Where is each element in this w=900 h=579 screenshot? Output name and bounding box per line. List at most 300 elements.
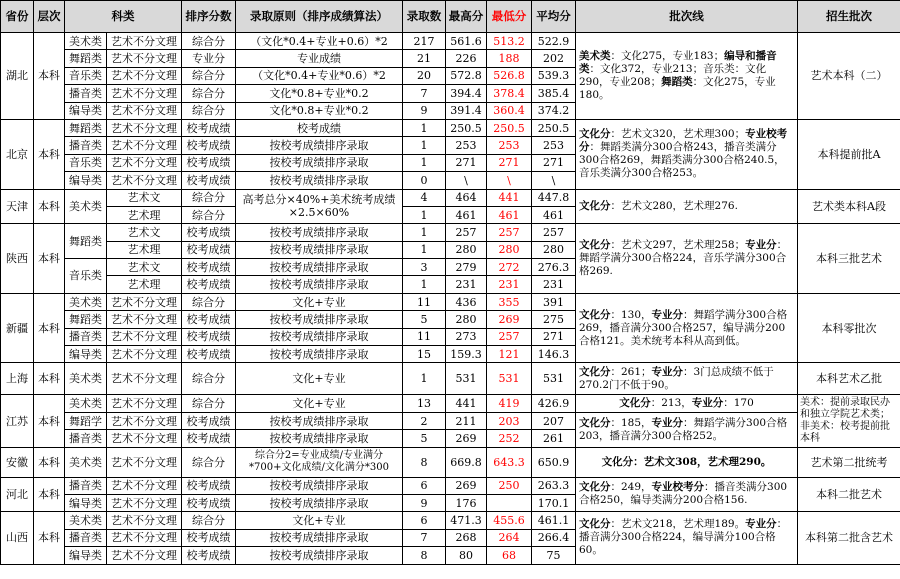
province-cell: 安徽 <box>1 447 34 477</box>
batch-line-text: ：艺术文218，艺术理189。 <box>610 518 746 531</box>
header-level: 层次 <box>34 1 65 33</box>
category-cell: 美术类 <box>65 395 107 412</box>
category-cell: 播音类 <box>65 137 107 154</box>
subject-type-cell: 艺术不分文理 <box>107 85 182 102</box>
sort-score-cell: 综合分 <box>182 206 236 223</box>
category-cell: 舞蹈类 <box>65 119 107 136</box>
max-score-cell: 436 <box>446 293 487 310</box>
rule-cell: 按校考成绩排序录取 <box>236 224 403 241</box>
header-avg: 平均分 <box>532 1 576 33</box>
rule-cell: 按校考成绩排序录取 <box>236 346 403 363</box>
rule-cell: 专业成绩 <box>236 50 403 67</box>
avg-score-cell: 263.3 <box>532 477 576 494</box>
avg-score-cell: 426.9 <box>532 395 576 412</box>
category-cell: 舞蹈类 <box>65 311 107 328</box>
max-score-cell: 273 <box>446 328 487 345</box>
max-score-cell: 257 <box>446 224 487 241</box>
sort-score-cell: 校考成绩 <box>182 311 236 328</box>
sort-score-cell: 校考成绩 <box>182 154 236 171</box>
sort-score-cell: 综合分 <box>182 189 236 206</box>
batch-line-cell <box>576 412 798 447</box>
rule-cell: 按校考成绩排序录取 <box>236 494 403 511</box>
admit-count-cell: 1 <box>403 363 446 395</box>
avg-score-cell: 261 <box>532 430 576 447</box>
header-rule: 录取原则（排序成绩算法） <box>236 1 403 33</box>
admission-batch-cell: 本科二批艺术 <box>798 477 900 512</box>
category-cell: 播音类 <box>65 529 107 546</box>
min-score-cell: 441 <box>487 189 532 206</box>
sort-score-cell: 综合分 <box>182 447 236 477</box>
subject-type-cell: 艺术文 <box>107 259 182 276</box>
max-score-cell: \ <box>446 172 487 189</box>
batch-line-label: 专业分 <box>745 518 777 531</box>
table-row <box>1 412 900 429</box>
min-score-cell: 378.4 <box>487 85 532 102</box>
batch-line-label: 文化分 <box>619 397 651 410</box>
min-score-cell: 253 <box>487 137 532 154</box>
batch-line-cell <box>576 447 798 477</box>
admit-count-cell: 1 <box>403 154 446 171</box>
table-body <box>1 33 900 565</box>
rule-cell: 按校考成绩排序录取 <box>236 430 403 447</box>
header-province: 省份 <box>1 1 34 33</box>
avg-score-cell: 146.3 <box>532 346 576 363</box>
category-cell: 舞蹈学 <box>65 412 107 429</box>
admit-count-cell: 1 <box>403 276 446 293</box>
avg-score-cell: 271 <box>532 154 576 171</box>
admission-batch-cell: 艺术第二批统考 <box>798 447 900 477</box>
category-cell: 编导类 <box>65 346 107 363</box>
min-score-cell: 272 <box>487 259 532 276</box>
avg-score-cell: 276.3 <box>532 259 576 276</box>
batch-line-cell <box>576 477 798 512</box>
max-score-cell: 280 <box>446 241 487 258</box>
province-cell: 山西 <box>1 512 34 564</box>
admission-batch-cell: 美术：提前录取民办和独立学院艺术类；非美术：校考提前批本科 <box>798 395 900 447</box>
admission-batch-cell: 本科艺术乙批 <box>798 363 900 395</box>
rule-cell: （文化*0.4+专业+0.6）*2 <box>236 33 403 50</box>
subject-type-cell: 艺术理 <box>107 206 182 223</box>
subject-type-cell: 艺术不分文理 <box>107 363 182 395</box>
admission-batch-cell: 本科提前批A <box>798 119 900 189</box>
subject-type-cell: 艺术不分文理 <box>107 154 182 171</box>
category-cell: 美术类 <box>65 363 107 395</box>
admit-count-cell: 5 <box>403 430 446 447</box>
batch-line-label: 专业分 <box>745 239 777 252</box>
batch-line-label: 专业校考分 <box>579 128 788 154</box>
category-cell: 编导类 <box>65 102 107 119</box>
min-score-cell: 526.8 <box>487 67 532 84</box>
rule-cell: 按校考成绩排序录取 <box>236 412 403 429</box>
batch-line-label: 文化分 <box>579 416 611 429</box>
sort-score-cell: 综合分 <box>182 67 236 84</box>
batch-line-text: ：185， <box>610 416 652 429</box>
batch-line-label: 专业分 <box>651 365 684 378</box>
min-score-cell: 68 <box>487 547 532 564</box>
table-row <box>1 363 900 395</box>
max-score-cell: 268 <box>446 529 487 546</box>
batch-line-text: ：249， <box>610 481 652 494</box>
rule-cell: 按校考成绩排序录取 <box>236 276 403 293</box>
min-score-cell: 264 <box>487 529 532 546</box>
batch-line-text: ：文化372，专业213；音乐类：文化290，专业208； <box>579 62 767 88</box>
min-score-cell: 531 <box>487 363 532 395</box>
batch-line-label: 专业分 <box>651 416 684 429</box>
max-score-cell: 80 <box>446 547 487 564</box>
admit-count-cell: 1 <box>403 224 446 241</box>
province-cell: 北京 <box>1 119 34 189</box>
max-score-cell: 226 <box>446 50 487 67</box>
subject-type-cell: 艺术不分文理 <box>107 172 182 189</box>
level-cell: 本科 <box>34 395 65 447</box>
sort-score-cell: 综合分 <box>182 293 236 310</box>
avg-score-cell: 447.8 <box>532 189 576 206</box>
admit-count-cell: 9 <box>403 102 446 119</box>
rule-cell: 文化*0.8+专业*0.2 <box>236 102 403 119</box>
table-row <box>1 33 900 50</box>
province-cell: 河北 <box>1 477 34 512</box>
batch-line-text: ：艺术文297，艺术理258； <box>610 239 746 252</box>
level-cell: 本科 <box>34 363 65 395</box>
header-count: 录取数 <box>403 1 446 33</box>
province-cell: 天津 <box>1 189 34 224</box>
max-score-cell: 211 <box>446 412 487 429</box>
subject-type-cell: 艺术不分文理 <box>107 33 182 50</box>
admit-count-cell: 0 <box>403 172 446 189</box>
avg-score-cell: 170.1 <box>532 494 576 511</box>
min-score-cell: 203 <box>487 412 532 429</box>
subject-type-cell: 艺术不分文理 <box>107 512 182 529</box>
header-category: 科类 <box>65 1 182 33</box>
avg-score-cell: 539.3 <box>532 67 576 84</box>
sort-score-cell: 校考成绩 <box>182 119 236 136</box>
level-cell: 本科 <box>34 293 65 363</box>
subject-type-cell: 艺术理 <box>107 241 182 258</box>
subject-type-cell: 艺术不分文理 <box>107 102 182 119</box>
rule-cell: 按校考成绩排序录取 <box>236 259 403 276</box>
subject-type-cell: 艺术不分文理 <box>107 50 182 67</box>
rule-cell: 按校考成绩排序录取 <box>236 137 403 154</box>
batch-line-label: 文化分 <box>579 518 611 531</box>
sort-score-cell: 校考成绩 <box>182 346 236 363</box>
batch-line-cell <box>576 189 798 224</box>
category-cell: 音乐类 <box>65 67 107 84</box>
category-cell: 舞蹈类 <box>65 50 107 67</box>
avg-score-cell: 202 <box>532 50 576 67</box>
admit-count-cell: 13 <box>403 395 446 412</box>
table-row <box>1 395 900 412</box>
header-admission-batch: 招生批次 <box>798 1 900 33</box>
admission-batch-cell: 艺术本科（二） <box>798 33 900 120</box>
max-score-cell: 250.5 <box>446 119 487 136</box>
category-cell: 编导类 <box>65 494 107 511</box>
batch-line-label: 专业分 <box>651 308 684 321</box>
subject-type-cell: 艺术不分文理 <box>107 447 182 477</box>
sort-score-cell: 校考成绩 <box>182 477 236 494</box>
rule-cell: （文化*0.4+专业*0.6）*2 <box>236 67 403 84</box>
rule-cell: 按校考成绩排序录取 <box>236 154 403 171</box>
rule-cell: 文化+专业 <box>236 363 403 395</box>
batch-line-label: 美术类 <box>579 49 611 62</box>
max-score-cell: 269 <box>446 430 487 447</box>
admit-count-cell: 1 <box>403 206 446 223</box>
min-score-cell: 269 <box>487 311 532 328</box>
batch-line-text: ：舞蹈类满分300合格243，播音类满分300合格269，舞蹈类满分300合格240.5，音乐类满分300合格253。 <box>579 141 785 180</box>
avg-score-cell: 385.4 <box>532 85 576 102</box>
avg-score-cell: 461.1 <box>532 512 576 529</box>
min-score-cell: 461 <box>487 206 532 223</box>
admit-count-cell: 8 <box>403 447 446 477</box>
min-score-cell: 360.4 <box>487 102 532 119</box>
category-cell: 播音类 <box>65 328 107 345</box>
batch-line-label: 文化分 <box>579 365 611 378</box>
subject-type-cell: 艺术不分文理 <box>107 346 182 363</box>
admit-count-cell: 217 <box>403 33 446 50</box>
avg-score-cell: 275 <box>532 311 576 328</box>
province-cell: 湖北 <box>1 33 34 120</box>
header-batch-line: 批次线 <box>576 1 798 33</box>
batch-line-text: ：艺术文320，艺术理300； <box>610 128 746 141</box>
avg-score-cell: 650.9 <box>532 447 576 477</box>
province-cell: 上海 <box>1 363 34 395</box>
admit-count-cell: 1 <box>403 241 446 258</box>
batch-line-text: ：舞蹈学满分300合格224，音乐学满分300合格269. <box>579 239 788 278</box>
sort-score-cell: 综合分 <box>182 363 236 395</box>
max-score-cell: 269 <box>446 477 487 494</box>
max-score-cell: 231 <box>446 276 487 293</box>
admit-count-cell: 4 <box>403 189 446 206</box>
max-score-cell: 159.3 <box>446 346 487 363</box>
rule-cell: 按校考成绩排序录取 <box>236 241 403 258</box>
max-score-cell: 271 <box>446 154 487 171</box>
rule-cell: 文化*0.8+专业*0.2 <box>236 85 403 102</box>
avg-score-cell: 461 <box>532 206 576 223</box>
batch-line-text: ：261； <box>610 365 652 378</box>
admit-count-cell: 1 <box>403 119 446 136</box>
batch-line-cell <box>576 224 798 294</box>
subject-type-cell: 艺术不分文理 <box>107 119 182 136</box>
rule-cell: 按校考成绩排序录取 <box>236 477 403 494</box>
sort-score-cell: 校考成绩 <box>182 494 236 511</box>
table-row <box>1 447 900 477</box>
min-score-cell <box>487 494 532 511</box>
subject-type-cell: 艺术不分文理 <box>107 293 182 310</box>
table-row <box>1 477 900 494</box>
admission-batch-cell: 本科零批次 <box>798 293 900 363</box>
rule-cell: 按校考成绩排序录取 <box>236 328 403 345</box>
batch-line-label: 舞蹈类 <box>661 75 693 88</box>
batch-line-label: 专业校考分 <box>651 481 705 494</box>
admission-batch-cell: 艺术类本科A段 <box>798 189 900 224</box>
avg-score-cell: 266.4 <box>532 529 576 546</box>
avg-score-cell: 207 <box>532 412 576 429</box>
avg-score-cell: 250.5 <box>532 119 576 136</box>
header-min: 最低分 <box>487 1 532 33</box>
batch-line-text: ：170 <box>723 397 754 410</box>
batch-line-text: ：播音满分300合格224，编导满分100合格60。 <box>579 518 788 557</box>
max-score-cell: 253 <box>446 137 487 154</box>
batch-line-text: ：213， <box>650 397 692 410</box>
batch-line-text: ：舞蹈学满分300合格203，播音满分300合格252。 <box>579 416 788 442</box>
admit-count-cell: 2 <box>403 412 446 429</box>
sort-score-cell: 校考成绩 <box>182 241 236 258</box>
category-cell: 播音类 <box>65 430 107 447</box>
rule-cell: 按校考成绩排序录取 <box>236 172 403 189</box>
subject-type-cell: 艺术不分文理 <box>107 395 182 412</box>
batch-line-cell <box>576 512 798 564</box>
min-score-cell: 188 <box>487 50 532 67</box>
subject-type-cell: 艺术文 <box>107 224 182 241</box>
header-sort-score: 排序分数 <box>182 1 236 33</box>
table-row <box>1 293 900 310</box>
admit-count-cell: 6 <box>403 512 446 529</box>
category-cell: 音乐类 <box>65 154 107 171</box>
admit-count-cell: 9 <box>403 494 446 511</box>
avg-score-cell: 280 <box>532 241 576 258</box>
subject-type-cell: 艺术不分文理 <box>107 311 182 328</box>
category-cell: 编导类 <box>65 172 107 189</box>
category-cell: 美术类 <box>65 189 107 224</box>
min-score-cell: 121 <box>487 346 532 363</box>
sort-score-cell: 校考成绩 <box>182 430 236 447</box>
max-score-cell: 391.4 <box>446 102 487 119</box>
subject-type-cell: 艺术不分文理 <box>107 494 182 511</box>
category-cell: 编导类 <box>65 547 107 564</box>
max-score-cell: 441 <box>446 395 487 412</box>
admission-batch-cell: 本科三批艺术 <box>798 224 900 294</box>
sort-score-cell: 校考成绩 <box>182 529 236 546</box>
avg-score-cell: 257 <box>532 224 576 241</box>
level-cell: 本科 <box>34 119 65 189</box>
min-score-cell: 250.5 <box>487 119 532 136</box>
rule-cell: 按校考成绩排序录取 <box>236 311 403 328</box>
province-cell: 陕西 <box>1 224 34 294</box>
category-cell: 美术类 <box>65 512 107 529</box>
rule-cell: 按校考成绩排序录取 <box>236 547 403 564</box>
category-cell: 美术类 <box>65 33 107 50</box>
rule-cell: 按校考成绩排序录取 <box>236 529 403 546</box>
admit-count-cell: 6 <box>403 477 446 494</box>
min-score-cell: \ <box>487 172 532 189</box>
level-cell: 本科 <box>34 224 65 294</box>
avg-score-cell: 75 <box>532 547 576 564</box>
sort-score-cell: 校考成绩 <box>182 412 236 429</box>
category-cell: 美术类 <box>65 293 107 310</box>
rule-cell: 文化+专业 <box>236 293 403 310</box>
sort-score-cell: 校考成绩 <box>182 259 236 276</box>
batch-line-cell <box>576 33 798 120</box>
batch-line-text: ：播音类满分300合格250，编导类满分200合格156. <box>579 481 788 507</box>
level-cell: 本科 <box>34 189 65 224</box>
admit-count-cell: 3 <box>403 259 446 276</box>
batch-line-text: ：文化275，专业183； <box>610 49 725 62</box>
admit-count-cell: 5 <box>403 311 446 328</box>
sort-score-cell: 校考成绩 <box>182 172 236 189</box>
max-score-cell: 176 <box>446 494 487 511</box>
batch-line-text: ：文化275，专业180。 <box>579 75 776 101</box>
batch-line-label: 文化分 <box>579 481 611 494</box>
table-row <box>1 189 900 206</box>
sort-score-cell: 综合分 <box>182 102 236 119</box>
avg-score-cell: 391 <box>532 293 576 310</box>
table-row <box>1 119 900 136</box>
batch-line-text: ：艺术文280，艺术理276. <box>610 199 738 212</box>
category-cell: 音乐类 <box>65 259 107 294</box>
batch-line-cell <box>576 293 798 363</box>
batch-line-label: 文化分：艺术文308，艺术理290。 <box>601 455 772 468</box>
batch-line-label: 专业分 <box>691 397 724 410</box>
subject-type-cell: 艺术不分文理 <box>107 137 182 154</box>
level-cell: 本科 <box>34 33 65 120</box>
sort-score-cell: 综合分 <box>182 85 236 102</box>
batch-line-text: ：130， <box>610 308 652 321</box>
min-score-cell: 643.3 <box>487 447 532 477</box>
sort-score-cell: 综合分 <box>182 33 236 50</box>
avg-score-cell: 531 <box>532 363 576 395</box>
admission-batch-cell: 本科第二批含艺术 <box>798 512 900 564</box>
max-score-cell: 280 <box>446 311 487 328</box>
subject-type-cell: 艺术文 <box>107 189 182 206</box>
min-score-cell: 355 <box>487 293 532 310</box>
subject-type-cell: 艺术不分文理 <box>107 430 182 447</box>
batch-line-cell <box>576 395 798 412</box>
avg-score-cell: 231 <box>532 276 576 293</box>
sort-score-cell: 校考成绩 <box>182 547 236 564</box>
category-cell: 播音类 <box>65 477 107 494</box>
category-cell: 舞蹈类 <box>65 224 107 259</box>
min-score-cell: 271 <box>487 154 532 171</box>
subject-type-cell: 艺术不分文理 <box>107 529 182 546</box>
admit-count-cell: 15 <box>403 346 446 363</box>
max-score-cell: 471.3 <box>446 512 487 529</box>
admit-count-cell: 11 <box>403 328 446 345</box>
max-score-cell: 461 <box>446 206 487 223</box>
sort-score-cell: 校考成绩 <box>182 276 236 293</box>
rule-cell: 综合分2=专业成绩/专业满分*700+文化成绩/文化满分*300 <box>236 447 403 477</box>
level-cell: 本科 <box>34 477 65 512</box>
max-score-cell: 531 <box>446 363 487 395</box>
admit-count-cell: 7 <box>403 85 446 102</box>
min-score-cell: 257 <box>487 224 532 241</box>
admit-count-cell: 8 <box>403 547 446 564</box>
province-cell: 江苏 <box>1 395 34 447</box>
batch-line-cell <box>576 363 798 395</box>
max-score-cell: 394.4 <box>446 85 487 102</box>
admit-count-cell: 1 <box>403 137 446 154</box>
avg-score-cell: 271 <box>532 328 576 345</box>
batch-line-text: ：舞蹈学满分300合格269，播音满分300合格257，编导满分200合格121。美术统考本科从高到低。 <box>579 308 788 347</box>
avg-score-cell: \ <box>532 172 576 189</box>
subject-type-cell: 艺术理 <box>107 276 182 293</box>
admit-count-cell: 7 <box>403 529 446 546</box>
max-score-cell: 669.8 <box>446 447 487 477</box>
table-row <box>1 224 900 241</box>
level-cell: 本科 <box>34 512 65 564</box>
table-header <box>1 1 900 33</box>
sort-score-cell: 综合分 <box>182 512 236 529</box>
subject-type-cell: 艺术不分文理 <box>107 547 182 564</box>
rule-cell: 高考总分×40%+美术统考成绩×2.5×60% <box>236 189 403 224</box>
min-score-cell: 252 <box>487 430 532 447</box>
level-cell: 本科 <box>34 447 65 477</box>
table-row <box>1 512 900 529</box>
min-score-cell: 419 <box>487 395 532 412</box>
min-score-cell: 250 <box>487 477 532 494</box>
max-score-cell: 279 <box>446 259 487 276</box>
admit-count-cell: 11 <box>403 293 446 310</box>
batch-line-label: 文化分 <box>579 308 611 321</box>
category-cell: 美术类 <box>65 447 107 477</box>
